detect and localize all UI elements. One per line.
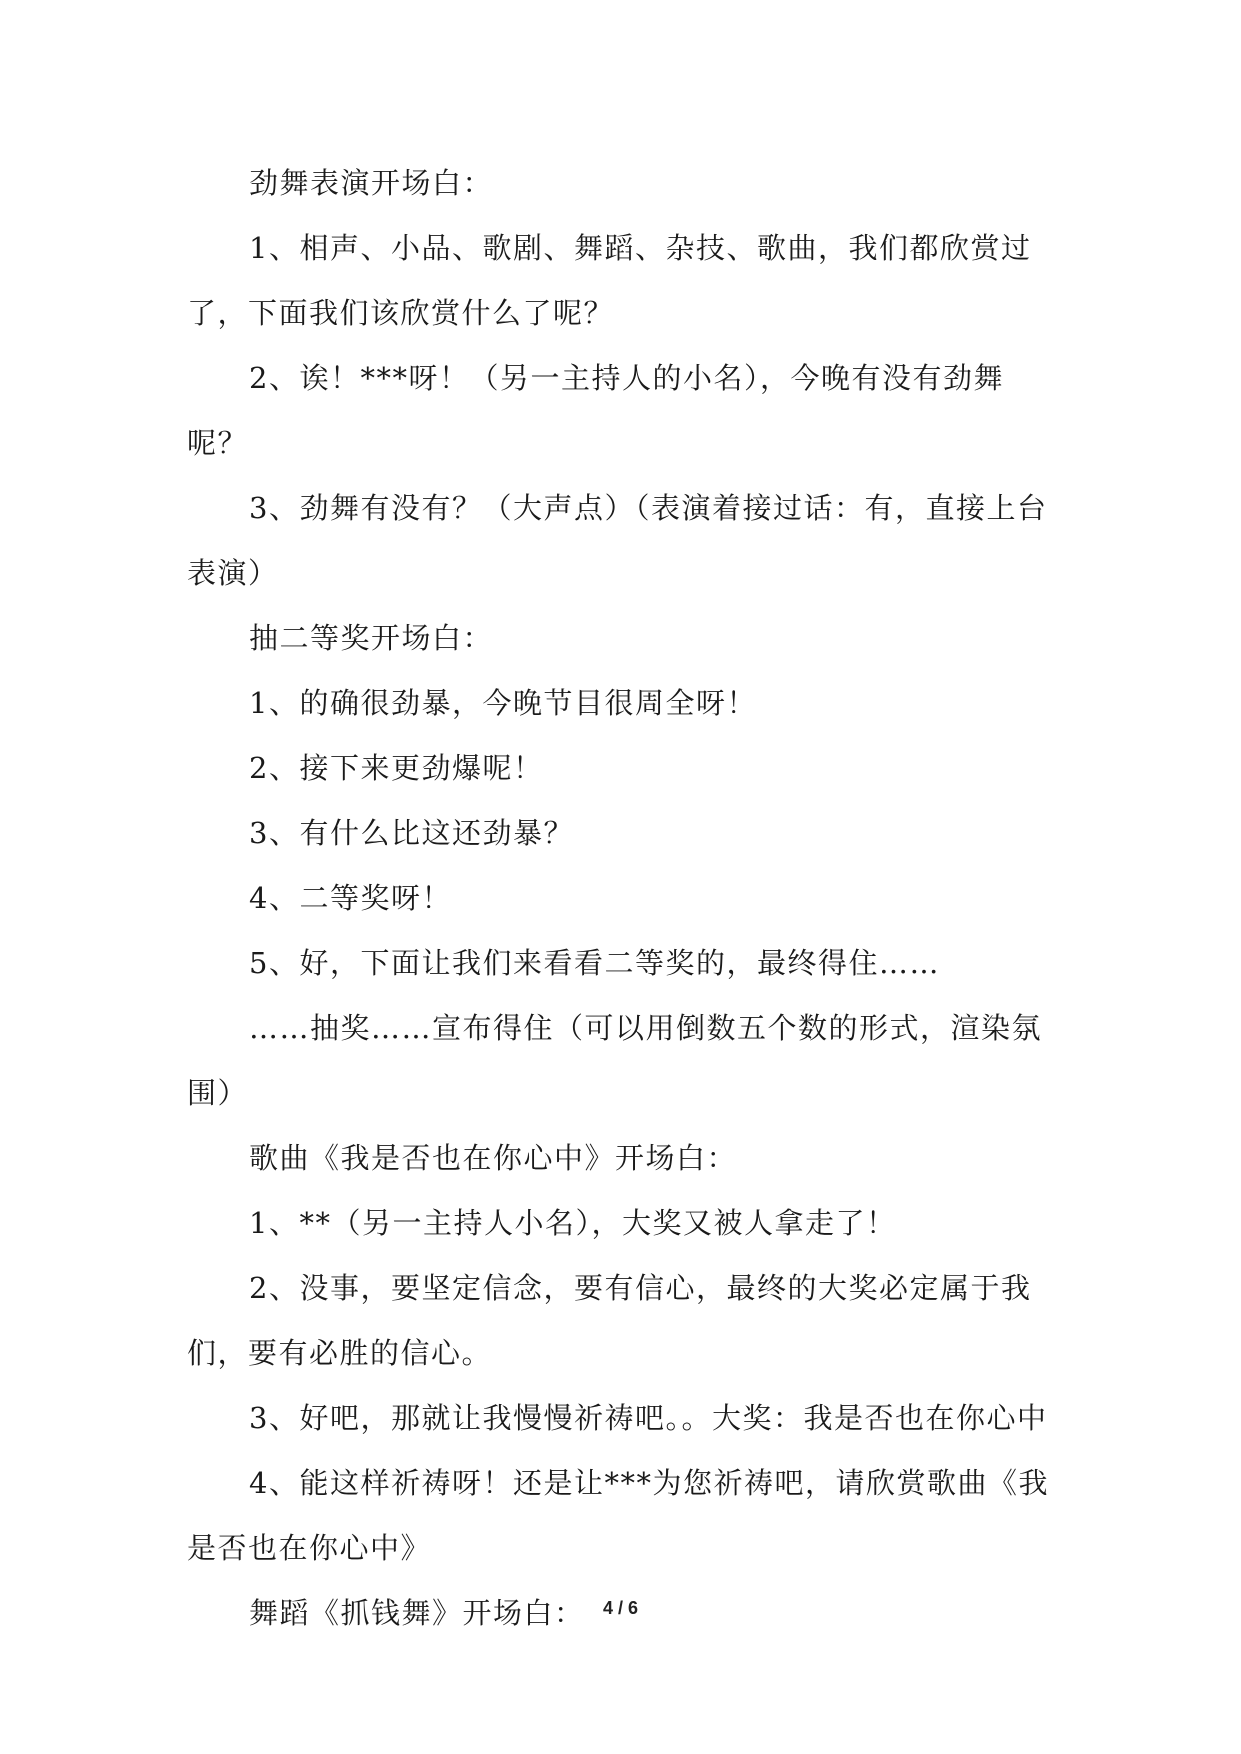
paragraph: 3、有什么比这还劲暴？ [249,816,574,850]
paragraph: 4、能这样祈祷呀！还是让***为您祈祷吧，请欣赏歌曲《我是否也在你心中》 [187,1466,1049,1565]
heading-dance-intro: 劲舞表演开场白： [249,166,494,200]
heading-second-prize-intro: 抽二等奖开场白： [249,621,494,655]
paragraph: 2、没事，要坚定信念，要有信心，最终的大奖必定属于我们，要有必胜的信心。 [187,1271,1032,1370]
heading-song-intro: 歌曲《我是否也在你心中》开场白： [249,1141,738,1175]
paragraph: 2、接下来更劲爆呢！ [249,751,544,785]
paragraph: 2、诶！***呀！（另一主持人的小名），今晚有没有劲舞呢？ [187,361,1004,460]
paragraph: 3、劲舞有没有？（大声点）（表演着接过话：有，直接上台表演） [187,491,1048,590]
paragraph: 4、二等奖呀！ [249,881,452,915]
paragraph: 1、的确很劲暴，今晚节目很周全呀！ [249,686,757,720]
paragraph: 3、好吧，那就让我慢慢祈祷吧。。大奖：我是否也在你心中 [249,1401,1048,1435]
paragraph: 1、**（另一主持人小名），大奖又被人拿走了！ [249,1206,897,1240]
paragraph: 1、相声、小品、歌剧、舞蹈、杂技、歌曲，我们都欣赏过了，下面我们该欣赏什么了呢？ [187,231,1032,330]
page-number: 4 / 6 [602,1598,639,1618]
paragraph: ……抽奖……宣布得住（可以用倒数五个数的形式，渲染氛围） [187,1011,1043,1110]
paragraph: 5、好，下面让我们来看看二等奖的，最终得住…… [249,946,940,980]
document-body [187,151,1057,1646]
heading-money-dance-intro: 舞蹈《抓钱舞》开场白： [249,1596,585,1630]
